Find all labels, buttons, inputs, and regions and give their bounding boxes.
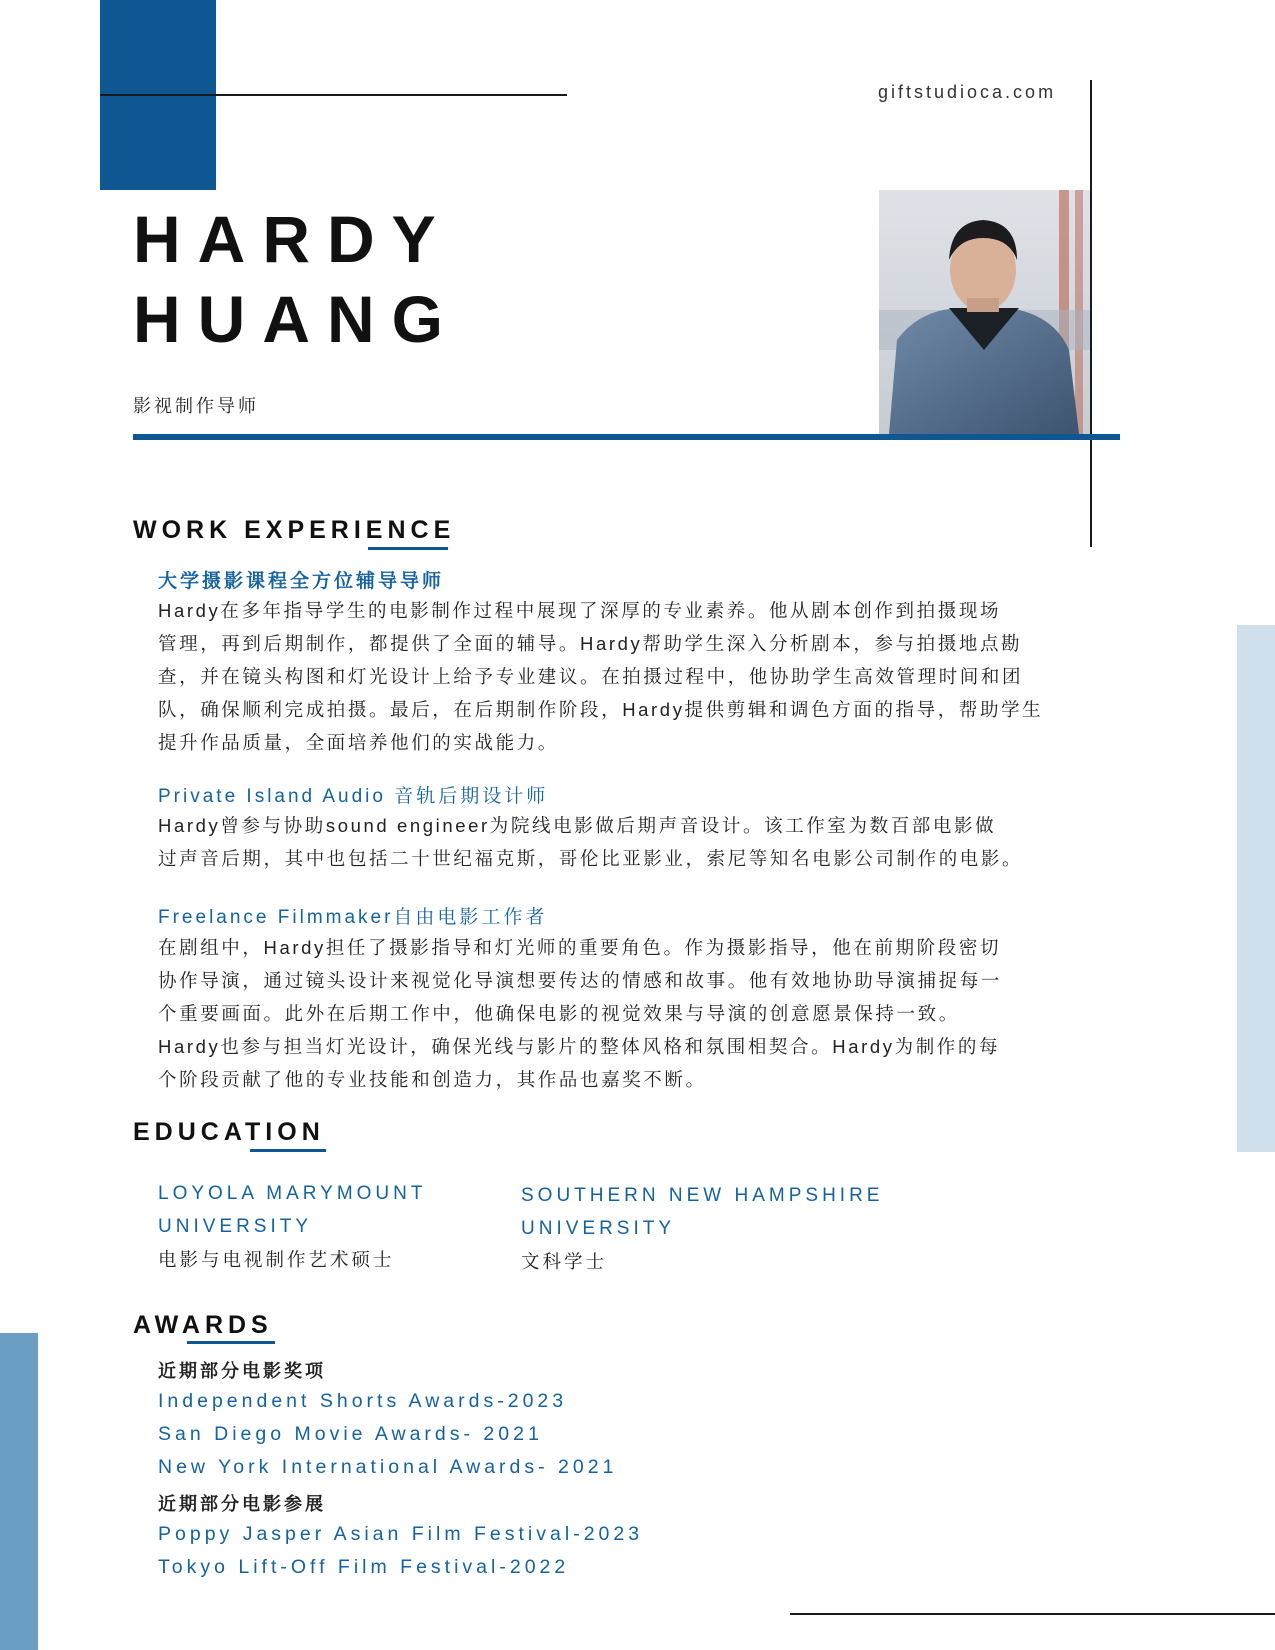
school-name-line: SOUTHERN NEW HAMPSHIRE — [521, 1185, 884, 1206]
school-name-line: UNIVERSITY — [158, 1216, 313, 1237]
vertical-rule — [1090, 80, 1092, 547]
work-experience-heading: WORK EXPERIENCE — [133, 516, 456, 544]
job-description-1 — [158, 594, 1063, 759]
work-heading-underline — [368, 547, 448, 550]
website-link[interactable]: giftstudioca.com — [878, 82, 1057, 102]
job-description-3 — [158, 931, 1063, 1096]
degree-label: 文科学士 — [521, 1251, 608, 1272]
job-1-line: 提升作品质量，全面培养他们的实战能力。 — [158, 732, 559, 753]
job-3-line: 在剧组中，Hardy担任了摄影指导和灯光师的重要角色。作为摄影指导，他在前期阶段密切 — [158, 937, 1002, 958]
job-1-line: 管理，再到后期制作，都提供了全面的辅导。Hardy帮助学生深入分析剧本，参与拍摄地点勘 — [158, 633, 1023, 654]
profile-photo-image — [879, 190, 1090, 434]
award-item: San Diego Movie Awards- 2021 — [158, 1423, 543, 1445]
job-subtitle: 影视制作导师 — [133, 396, 259, 416]
job-title-2: Private Island Audio 音轨后期设计师 — [158, 786, 549, 807]
education-heading: EDUCATION — [133, 1118, 325, 1146]
job-title-3: Freelance Filmmaker自由电影工作者 — [158, 907, 548, 928]
job-1-line: 队，确保顺利完成拍摄。最后，在后期制作阶段，Hardy提供剪辑和调色方面的指导，帮助学生 — [158, 699, 1044, 720]
awards-subheading: 近期部分电影奖项 — [158, 1361, 326, 1381]
school-name-line: UNIVERSITY — [521, 1218, 676, 1239]
education-item-1 — [158, 1177, 426, 1276]
job-title-1: 大学摄影课程全方位辅导导师 — [158, 571, 445, 592]
header-top-rule — [100, 94, 567, 96]
awards-heading: AWARDS — [133, 1311, 273, 1339]
awards-heading-underline — [187, 1341, 275, 1344]
job-3-line: 协作导演，通过镜头设计来视觉化导演想要传达的情感和故事。他有效地协助导演捕捉每一 — [158, 970, 1003, 991]
job-2-line: 过声音后期，其中也包括二十世纪福克斯，哥伦比亚影业，索尼等知名电影公司制作的电影。 — [158, 848, 1024, 869]
job-1-line: Hardy在多年指导学生的电影制作过程中展现了深厚的专业素养。他从剧本创作到拍摄现场 — [158, 600, 1002, 621]
job-3-line: 个重要画面。此外在后期工作中，他确保电影的视觉效果与导演的创意愿景保持一致。 — [158, 1003, 960, 1024]
header-divider — [133, 434, 1120, 440]
festivals-subheading: 近期部分电影参展 — [158, 1494, 326, 1514]
job-1-line: 查，并在镜头构图和灯光设计上给予专业建议。在拍摄过程中，他协助学生高效管理时间和团 — [158, 666, 1024, 687]
profile-photo — [879, 190, 1090, 434]
job-description-2 — [158, 809, 1063, 875]
award-item: Independent Shorts Awards-2023 — [158, 1390, 568, 1412]
name-last: HUANG — [133, 282, 460, 356]
footer-rule — [790, 1613, 1275, 1615]
festival-item: Poppy Jasper Asian Film Festival-2023 — [158, 1523, 644, 1545]
job-3-line: Hardy也参与担当灯光设计，确保光线与影片的整体风格和氛围相契合。Hardy为制作的每 — [158, 1036, 1001, 1057]
right-accent-strip — [1237, 625, 1275, 1152]
name-first: HARDY — [133, 202, 453, 276]
job-2-line: Hardy曾参与协助sound engineer为院线电影做后期声音设计。该工作室为数百部电影做 — [158, 815, 997, 836]
festival-item: Tokyo Lift-Off Film Festival-2022 — [158, 1556, 570, 1578]
job-3-line: 个阶段贡献了他的专业技能和创造力，其作品也嘉奖不断。 — [158, 1069, 707, 1090]
education-heading-underline — [250, 1149, 326, 1152]
school-name-line: LOYOLA MARYMOUNT — [158, 1183, 427, 1204]
left-accent-strip — [0, 1333, 38, 1650]
degree-label: 电影与电视制作艺术硕士 — [158, 1249, 395, 1270]
award-item: New York International Awards- 2021 — [158, 1456, 618, 1478]
education-item-2 — [521, 1179, 883, 1278]
